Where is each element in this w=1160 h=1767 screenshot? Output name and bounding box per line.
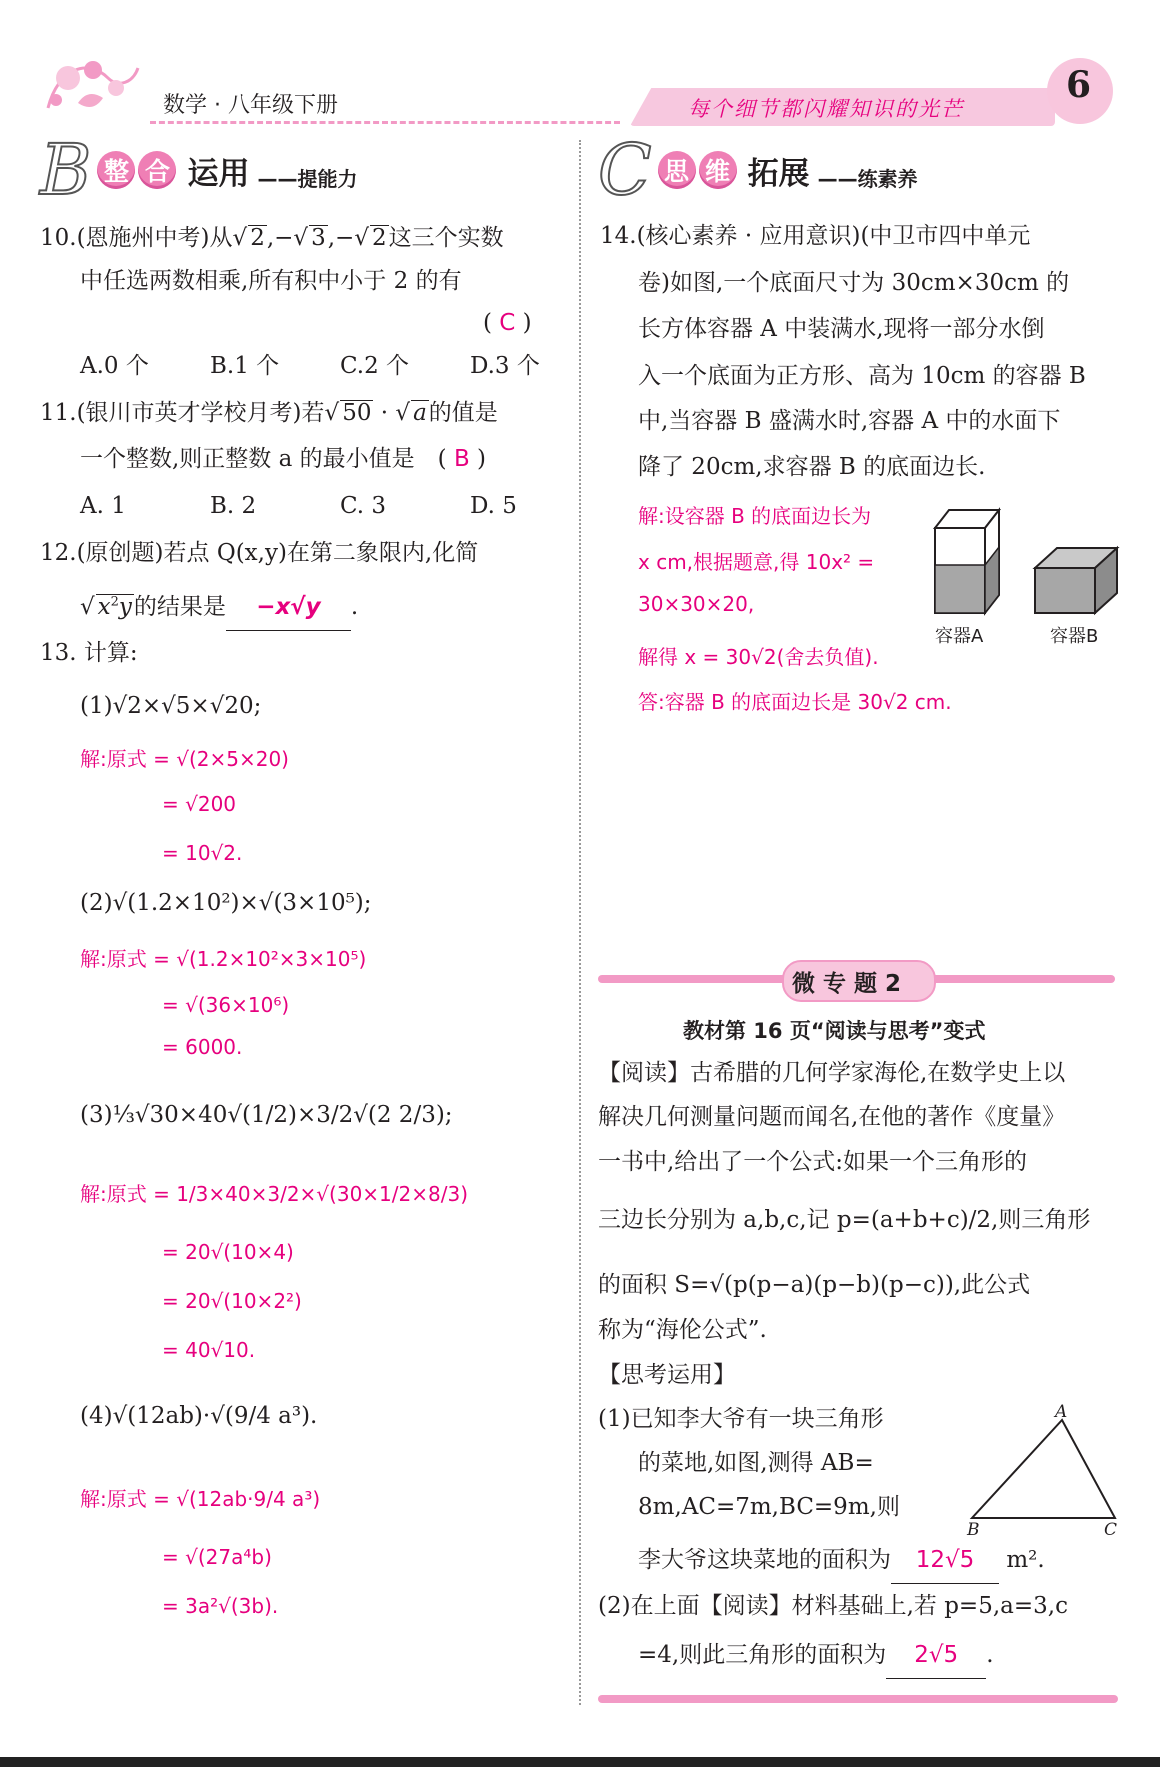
q14-sol3: 30×30×20, (638, 592, 755, 616)
q11-option-b: B. 2 (210, 493, 257, 519)
s2-line2: =4,则此三角形的面积为 2√5 . (638, 1632, 994, 1679)
triangle-label-b: B (967, 1520, 980, 1540)
section-b-title: 运用 (187, 155, 250, 192)
q13-p3-sol1: 解:原式 = 1/3×40×3/2×√(30×1/2×8/3) (80, 1182, 468, 1206)
q11-option-d: D. 5 (470, 493, 517, 519)
reading-line2: 解决几何测量问题而闻名,在他的著作《度量》 (598, 1104, 1066, 1130)
q10-option-b: B.1 个 (210, 353, 280, 379)
section-b-letter: B (40, 129, 92, 211)
q14-line2: 卷)如图,一个底面尺寸为 30cm×30cm 的 (638, 270, 1070, 296)
s1-line2: 的菜地,如图,测得 AB= (638, 1450, 874, 1476)
reading-line3: 一书中,给出了一个公式:如果一个三角形的 (598, 1149, 1028, 1175)
q14-line6: 降了 20cm,求容器 B 的底面边长. (638, 454, 986, 480)
q10-line2: 中任选两数相乘,所有积中小于 2 的有 (80, 268, 462, 294)
page-number: 6 (1066, 64, 1092, 106)
q14-line4: 入一个底面为正方形、高为 10cm 的容器 B (638, 363, 1086, 389)
q11-line2: 一个整数,则正整数 a 的最小值是 ( B ) (80, 446, 487, 472)
q13-p2-sol2: = √(36×10⁶) (162, 993, 290, 1017)
section-c-subtitle: ——练素养 (817, 166, 918, 191)
q10-option-c: C.2 个 (340, 353, 410, 379)
q12-answer: −x√y (256, 594, 321, 620)
s2-line1: (2)在上面【阅读】材料基础上,若 p=5,a=3,c (598, 1593, 1068, 1619)
micro-bottom-line (598, 1695, 1118, 1703)
q11-line1: 11.(银川市英才学校月考)若√ 50 · √ a的值是 (40, 400, 498, 426)
section-c-char1: 思 (658, 151, 696, 189)
q14-sol4: 解得 x = 30√2(舍去负值). (638, 645, 879, 669)
column-divider (579, 140, 581, 1705)
q14-line5: 中,当容器 B 盛满水时,容器 A 中的水面下 (638, 408, 1061, 434)
q13-p3-sol3: = 20√(10×2²) (162, 1289, 302, 1313)
q13-p3-sol2: = 20√(10×4) (162, 1240, 294, 1264)
q13-p2-sol3: = 6000. (162, 1035, 243, 1059)
q10-answer: ( C ) (483, 310, 532, 336)
label-container-a: 容器A (935, 626, 984, 647)
q13-p3-sol4: = 40√10. (162, 1338, 256, 1362)
q14-line1: 14.(核心素养 · 应用意识)(中卫市四中单元 (600, 223, 1031, 249)
q14-line3: 长方体容器 A 中装满水,现将一部分水倒 (638, 316, 1045, 342)
q11-option-c: C. 3 (340, 493, 387, 519)
reading-line4: 三边长分别为 a,b,c,记 p=(a+b+c)/2,则三角形 (598, 1207, 1091, 1233)
q14-sol2: x cm,根据题意,得 10x² = (638, 550, 875, 574)
q13-part3: (3)⅓√30×40√(1/2)×3/2√(2 2/3); (80, 1102, 453, 1128)
q13-title: 13. 计算: (40, 640, 138, 666)
q10-line1: 10.(恩施州中考)从√ 2,−√ 3,−√ 2这三个实数 (40, 225, 504, 251)
reading-line1: 【阅读】古希腊的几何学家海伦,在数学史上以 (598, 1060, 1066, 1086)
q11-option-a: A. 1 (80, 493, 126, 519)
s1-line1: (1)已知李大爷有一块三角形 (598, 1406, 884, 1432)
book-title: 数学 · 八年级下册 (163, 93, 338, 118)
q13-part1: (1)√2×√5×√20; (80, 693, 262, 719)
section-b-header (40, 129, 358, 211)
reading-line6: 称为“海伦公式”. (598, 1317, 767, 1343)
section-c-header (598, 129, 918, 211)
section-b-char1: 整 (97, 151, 135, 189)
q12-line1: 12.(原创题)若点 Q(x,y)在第二象限内,化简 (40, 540, 479, 566)
triangle-label-a: A (1055, 1402, 1068, 1422)
header-ornament (38, 48, 148, 118)
q13-p1-sol1: 解:原式 = √(2×5×20) (80, 747, 289, 771)
section-b-subtitle: ——提能力 (257, 166, 358, 191)
q10-option-a: A.0 个 (80, 353, 149, 379)
q14-sol1: 解:设容器 B 的底面边长为 (638, 504, 872, 528)
q13-p4-sol3: = 3a²√(3b). (162, 1594, 279, 1618)
q13-part4: (4)√(12ab)·√(9/4 a³). (80, 1403, 318, 1429)
reading-line5: 的面积 S=√(p(p−a)(p−b)(p−c)),此公式 (598, 1272, 1031, 1298)
s2-answer: 2√5 (914, 1642, 959, 1668)
triangle-figure (960, 1405, 1120, 1540)
q13-p2-sol1: 解:原式 = √(1.2×10²×3×10⁵) (80, 947, 367, 971)
section-c-title: 拓展 (747, 155, 810, 192)
header-dash-line (150, 121, 620, 124)
motto: 每个细节都闪耀知识的光芒 (688, 97, 964, 121)
section-b-char2: 合 (138, 151, 176, 189)
s1-answer: 12√5 (915, 1547, 975, 1573)
micro-badge-text: 微 专 题 2 (792, 971, 902, 997)
q14-sol5: 答:容器 B 的底面边长是 30√2 cm. (638, 690, 952, 714)
q13-p4-sol1: 解:原式 = √(12ab·9/4 a³) (80, 1487, 321, 1511)
bottom-band (0, 1757, 1160, 1767)
section-c-char2: 维 (699, 151, 737, 189)
s1-line3: 8m,AC=7m,BC=9m,则 (638, 1494, 900, 1520)
section-c-letter: C (598, 129, 652, 211)
label-container-b: 容器B (1050, 626, 1099, 647)
q13-p1-sol2: = √200 (162, 792, 237, 816)
q10-option-d: D.3 个 (470, 353, 540, 379)
micro-title: 教材第 16 页“阅读与思考”变式 (683, 1019, 986, 1043)
s1-line4: 李大爷这块菜地的面积为 12√5 m². (638, 1537, 1045, 1584)
q12-line2: √ $x^2y$的结果是 −x√y . (80, 584, 358, 631)
q13-part2: (2)√(1.2×10²)×√(3×10⁵); (80, 890, 372, 916)
triangle-label-c: C (1104, 1520, 1118, 1540)
think-heading: 【思考运用】 (598, 1362, 736, 1388)
q13-p1-sol3: = 10√2. (162, 841, 243, 865)
q13-p4-sol2: = √(27a⁴b) (162, 1545, 272, 1569)
